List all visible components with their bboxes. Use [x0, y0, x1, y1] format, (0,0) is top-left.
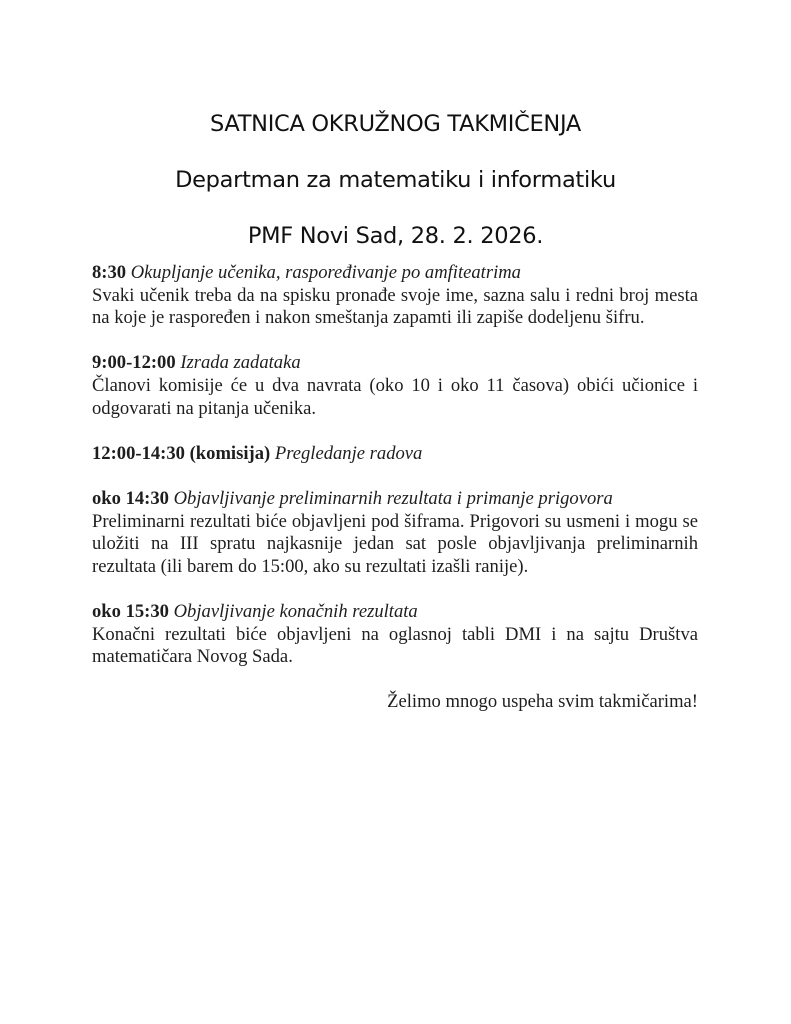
- schedule-time: oko 14:30: [92, 487, 169, 509]
- schedule-heading: [92, 443, 698, 466]
- schedule-description: Svaki učenik treba da na spisku pronađe svoje ime, sazna salu i redni broj mesta na koje je raspoređen i nakon smeštanja zapamti ili zapiše dodeljenu šifru.: [92, 284, 698, 329]
- schedule-participant: (komisija): [189, 442, 271, 464]
- schedule-item: [92, 352, 698, 420]
- schedule-heading: [92, 601, 698, 624]
- schedule-description: Preliminarni rezultati biće objavljeni pod šiframa. Prigovori su usmeni i mogu se uložiti na III spratu najkasnije jedan sat posle objavljivanja preliminarnih rezultata (ili barem do 15:00, ako su rezultati izašli ranije).: [92, 510, 698, 577]
- schedule-heading: [92, 352, 698, 375]
- schedule-description: Konačni rezultati biće objavljeni na oglasnoj tabli DMI i na sajtu Društva matematičara Novog Sada.: [92, 623, 698, 668]
- document-header: [0, 96, 791, 264]
- schedule-title: Okupljanje učenika, raspoređivanje po amfiteatrima: [130, 262, 521, 283]
- schedule-title: Objavljivanje konačnih rezultata: [173, 600, 418, 622]
- schedule-time: 9:00-12:00: [92, 352, 176, 374]
- schedule-item: [92, 601, 698, 669]
- schedule-heading: [92, 262, 698, 285]
- schedule-item: [92, 488, 698, 578]
- schedule-title: Izrada zadataka: [180, 352, 301, 374]
- schedule-body: [92, 262, 698, 714]
- department-name: Departman za matematiku i informatiku: [175, 167, 616, 193]
- schedule-description: Članovi komisije će u dva navrata (oko 10 i oko 11 časova) obići učionice i odgovarati na pitanja učenika.: [92, 374, 698, 419]
- schedule-time: 12:00-14:30: [92, 442, 185, 464]
- document-title: SATNICA OKRUŽNOG TAKMIČENJA: [209, 111, 581, 137]
- schedule-title: Pregledanje radova: [274, 442, 423, 464]
- schedule-time: oko 15:30: [92, 600, 169, 622]
- schedule-item: [92, 262, 698, 330]
- schedule-title: Objavljivanje preliminarnih rezultata i primanje prigovora: [173, 487, 613, 509]
- schedule-heading: [92, 488, 698, 511]
- closing-message: Želimo mnogo uspeha svim takmičarima!: [387, 691, 698, 713]
- schedule-item: [92, 443, 698, 466]
- location-date: PMF Novi Sad, 28. 2. 2026.: [247, 223, 544, 249]
- schedule-time: 8:30: [92, 262, 127, 283]
